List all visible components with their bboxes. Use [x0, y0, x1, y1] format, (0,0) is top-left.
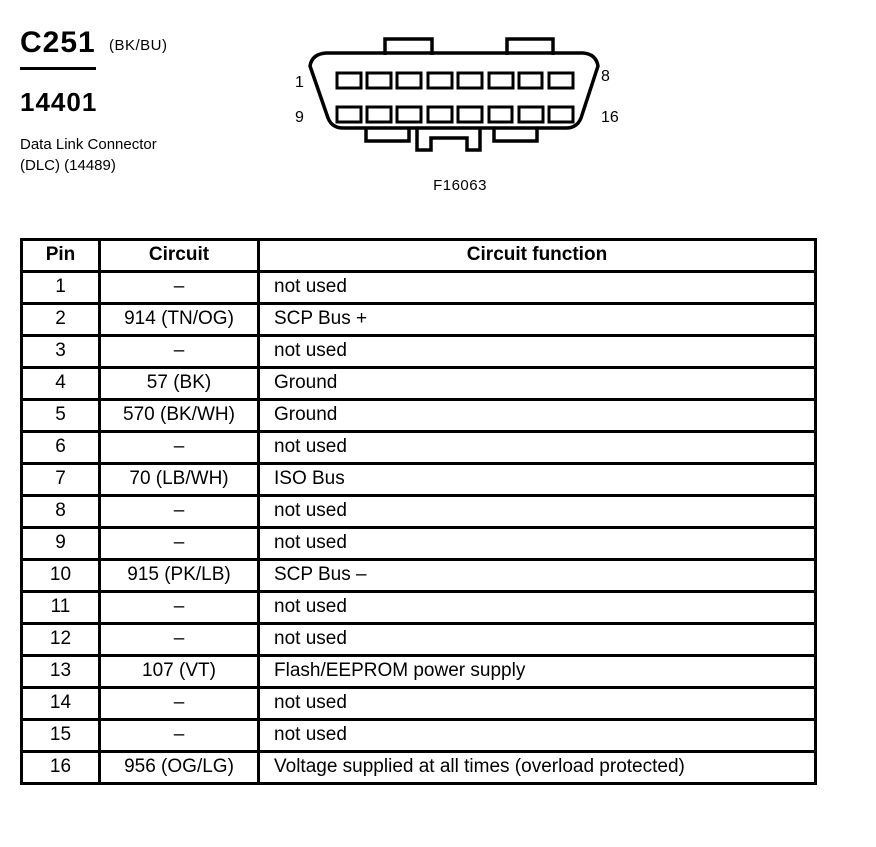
circuit-cell: 570 (BK/WH) [100, 400, 259, 432]
circuit-function-cell: not used [259, 592, 816, 624]
column-header-pin: Pin [22, 240, 100, 272]
circuit-function-cell: not used [259, 432, 816, 464]
circuit-cell: – [100, 592, 259, 624]
table-row [22, 496, 816, 528]
circuit-cell: 956 (OG/LG) [100, 752, 259, 784]
table-row [22, 592, 816, 624]
circuit-cell: – [100, 720, 259, 752]
pinout-table-body [22, 272, 816, 784]
circuit-function-cell: not used [259, 272, 816, 304]
table-row [22, 336, 816, 368]
pin-cell: 6 [22, 432, 100, 464]
pin-cell: 15 [22, 720, 100, 752]
circuit-function-cell: Flash/EEPROM power supply [259, 656, 816, 688]
pin-cell: 10 [22, 560, 100, 592]
connector-bottom-tab-left [366, 128, 409, 141]
circuit-number: 14401 [20, 87, 98, 117]
connector-bottom-tab-right [494, 128, 537, 141]
pin-slot-8 [549, 73, 573, 88]
circuit-function-cell: not used [259, 496, 816, 528]
pin-slot-5 [458, 73, 482, 88]
connector-key-tab [417, 128, 480, 150]
circuit-cell: – [100, 336, 259, 368]
circuit-function-cell: Ground [259, 400, 816, 432]
circuit-function-cell: SCP Bus – [259, 560, 816, 592]
dlc-connector-diagram [280, 20, 640, 170]
table-row [22, 432, 816, 464]
pin-slot-7 [519, 73, 542, 88]
pin-label-1: 1 [295, 74, 304, 91]
circuit-function-cell: not used [259, 688, 816, 720]
table-row [22, 656, 816, 688]
pin-slot-4 [428, 73, 452, 88]
pin-slot-14 [489, 107, 512, 122]
table-row [22, 528, 816, 560]
pin-label-16: 16 [601, 109, 619, 126]
circuit-function-cell: Ground [259, 368, 816, 400]
pin-cell: 7 [22, 464, 100, 496]
table-row [22, 624, 816, 656]
pin-cell: 11 [22, 592, 100, 624]
circuit-cell: – [100, 688, 259, 720]
pin-cell: 12 [22, 624, 100, 656]
circuit-cell: 70 (LB/WH) [100, 464, 259, 496]
pin-cell: 1 [22, 272, 100, 304]
pin-label-8: 8 [601, 68, 610, 85]
pin-cell: 16 [22, 752, 100, 784]
pin-slot-1 [337, 73, 361, 88]
pin-slot-6 [489, 73, 513, 88]
table-row [22, 400, 816, 432]
table-header-row [22, 240, 816, 272]
pin-cell: 13 [22, 656, 100, 688]
table-row [22, 304, 816, 336]
pin-cell: 14 [22, 688, 100, 720]
table-row [22, 272, 816, 304]
circuit-cell: 915 (PK/LB) [100, 560, 259, 592]
table-row [22, 720, 816, 752]
circuit-cell: – [100, 432, 259, 464]
pin-slot-2 [367, 73, 391, 88]
circuit-cell: 914 (TN/OG) [100, 304, 259, 336]
figure-number: F16063 [433, 177, 487, 194]
pin-slot-12 [428, 107, 452, 122]
connector-color-code: (BK/BU) [109, 37, 168, 54]
pin-slot-9 [337, 107, 361, 122]
circuit-cell: 107 (VT) [100, 656, 259, 688]
connector-id: C251 [20, 28, 96, 70]
table-row [22, 464, 816, 496]
circuit-cell: – [100, 624, 259, 656]
pin-cell: 2 [22, 304, 100, 336]
circuit-function-cell: not used [259, 624, 816, 656]
pinout-table [20, 238, 817, 785]
pin-cell: 3 [22, 336, 100, 368]
circuit-function-cell: ISO Bus [259, 464, 816, 496]
pin-slot-3 [397, 73, 421, 88]
pin-cell: 4 [22, 368, 100, 400]
circuit-function-cell: SCP Bus + [259, 304, 816, 336]
circuit-cell: – [100, 272, 259, 304]
pin-cell: 8 [22, 496, 100, 528]
table-row [22, 368, 816, 400]
column-header-circuit-function: Circuit function [259, 240, 816, 272]
connector-description-codes: (DLC) (14489) [20, 157, 116, 174]
pin-slot-16 [549, 107, 573, 122]
pin-row-top [337, 73, 573, 88]
table-row [22, 560, 816, 592]
circuit-function-cell: not used [259, 720, 816, 752]
pin-cell: 9 [22, 528, 100, 560]
connector-description: Data Link Connector [20, 136, 157, 153]
circuit-function-cell: not used [259, 528, 816, 560]
circuit-function-cell: not used [259, 336, 816, 368]
circuit-cell: – [100, 528, 259, 560]
table-row [22, 752, 816, 784]
pin-cell: 5 [22, 400, 100, 432]
circuit-function-cell: Voltage supplied at all times (overload protected) [259, 752, 816, 784]
pin-row-bottom [337, 107, 573, 122]
pin-slot-11 [397, 107, 421, 122]
pin-slot-15 [519, 107, 543, 122]
circuit-cell: – [100, 496, 259, 528]
pin-slot-13 [458, 107, 482, 122]
pin-slot-10 [367, 107, 391, 122]
pin-label-9: 9 [295, 109, 304, 126]
table-row [22, 688, 816, 720]
circuit-cell: 57 (BK) [100, 368, 259, 400]
column-header-circuit: Circuit [100, 240, 259, 272]
